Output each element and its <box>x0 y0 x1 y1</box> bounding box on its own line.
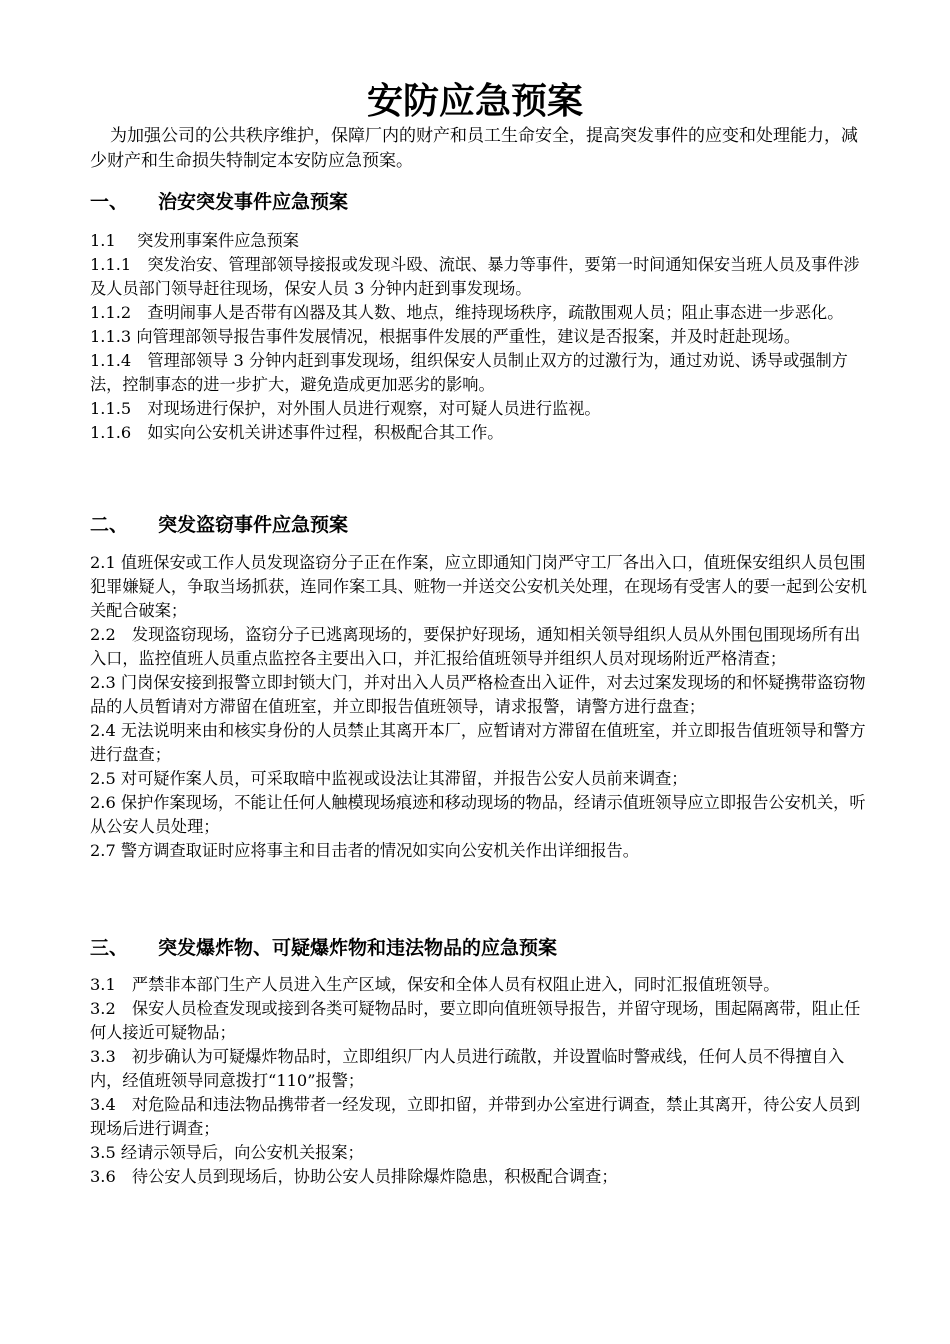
paragraph: 1.1.5 对现场进行保护，对外围人员进行观察，对可疑人员进行监视。 <box>90 399 601 418</box>
section-number: 二、 <box>90 514 129 536</box>
paragraph: 2.2 发现盗窃现场，盗窃分子已逃离现场的，要保护好现场，通知相关领导组织人员从外围包围现场所有出入口，监控值班人员重点监控各主要出入口，并汇报给值班领导并组织人员对现场附近严格清查； <box>90 625 861 668</box>
paragraph: 3.6 待公安人员到现场后，协助公安人员排除爆炸隐患，积极配合调查； <box>90 1167 618 1186</box>
section-title: 突发爆炸物、可疑爆炸物和违法物品的应急预案 <box>158 937 558 959</box>
section-title: 突发盗窃事件应急预案 <box>158 514 349 536</box>
intro-paragraph: 为加强公司的公共秩序维护，保障厂内的财产和员工生命安全，提高突发事件的应变和处理能力，减少财产和生命损失特制定本安防应急预案。 <box>90 126 858 171</box>
paragraph: 3.3 初步确认为可疑爆炸物品时，立即组织厂内人员进行疏散，并设置临时警戒线，任何人员不得擅自入内，经值班领导同意拨打“110”报警； <box>90 1047 845 1090</box>
paragraph: 1.1.1 突发治安、管理部领导接报或发现斗殴、流氓、暴力等事件，要第一时间通知保安当班人员及事件涉及人员部门领导赶往现场，保安人员 3 分钟内赶到事发现场。 <box>90 255 860 298</box>
section-heading-1 <box>90 189 865 215</box>
paragraph: 3.5 经请示领导后，向公安机关报案； <box>90 1143 364 1162</box>
paragraph: 2.6 保护作案现场，不能让任何人触模现场痕迹和移动现场的物品，经请示值班领导应立即报告公安机关，听从公安人员处理； <box>90 793 866 836</box>
paragraph: 3.4 对危险品和违法物品携带者一经发现，立即扣留，并带到办公室进行调查，禁止其离开，待公安人员到现场后进行调查； <box>90 1095 861 1138</box>
section-heading-3 <box>90 935 865 961</box>
section-number: 一、 <box>90 191 129 213</box>
paragraph: 1.1.6 如实向公安机关讲述事件过程，积极配合其工作。 <box>90 423 504 442</box>
paragraph: 1.1 突发刑事案件应急预案 <box>90 231 299 250</box>
paragraph: 2.5 对可疑作案人员，可采取暗中监视或设法让其滞留，并报告公安人员前来调查； <box>90 769 688 788</box>
section-number: 三、 <box>90 937 129 959</box>
section-title: 治安突发事件应急预案 <box>158 191 349 213</box>
paragraph: 3.2 保安人员检查发现或接到各类可疑物品时，要立即向值班领导报告，并留守现场，围起隔离带，阻止任何人接近可疑物品； <box>90 999 861 1042</box>
section-heading-2 <box>90 512 865 538</box>
paragraph: 1.1.4 管理部领导 3 分钟内赶到事发现场，组织保安人员制止双方的过激行为，通过劝说、诱导或强制方法，控制事态的进一步扩大，避免造成更加恶劣的影响。 <box>90 351 848 394</box>
paragraph: 1.1.3 向管理部领导报告事件发展情况，根据事件发展的严重性，建议是否报案，并及时赶赴现场。 <box>90 327 801 346</box>
paragraph: 2.7 警方调查取证时应将事主和目击者的情况如实向公安机关作出详细报告。 <box>90 841 639 860</box>
section-body-3 <box>90 973 868 1189</box>
paragraph: 2.4 无法说明来由和核实身份的人员禁止其离开本厂，应暂请对方滞留在值班室，并立即报告值班领导和警方进行盘查； <box>90 721 866 764</box>
section-body-2 <box>90 551 868 863</box>
paragraph: 3.1 严禁非本部门生产人员进入生产区域，保安和全体人员有权阻止进入，同时汇报值班领导。 <box>90 975 780 994</box>
section-body-1 <box>90 229 868 445</box>
paragraph: 1.1.2 查明闹事人是否带有凶器及其人数、地点，维持现场秩序，疏散围观人员；阻止事态进一步恶化。 <box>90 303 844 322</box>
paragraph: 2.3 门岗保安接到报警立即封锁大门，并对出入人员严格检查出入证件，对去过案发现场的和怀疑携带盗窃物品的人员暂请对方滞留在值班室，并立即报告值班领导，请求报警，请警方进行盘查； <box>90 673 866 716</box>
page-title: 安防应急预案 <box>366 81 583 122</box>
paragraph: 2.1 值班保安或工作人员发现盗窃分子正在作案，应立即通知门岗严守工厂各出入口，值班保安组织人员包围犯罪嫌疑人，争取当场抓获，连同作案工具、赃物一并送交公安机关处理，在现场有受害人的要一起到公安机关配合破案； <box>90 553 867 620</box>
